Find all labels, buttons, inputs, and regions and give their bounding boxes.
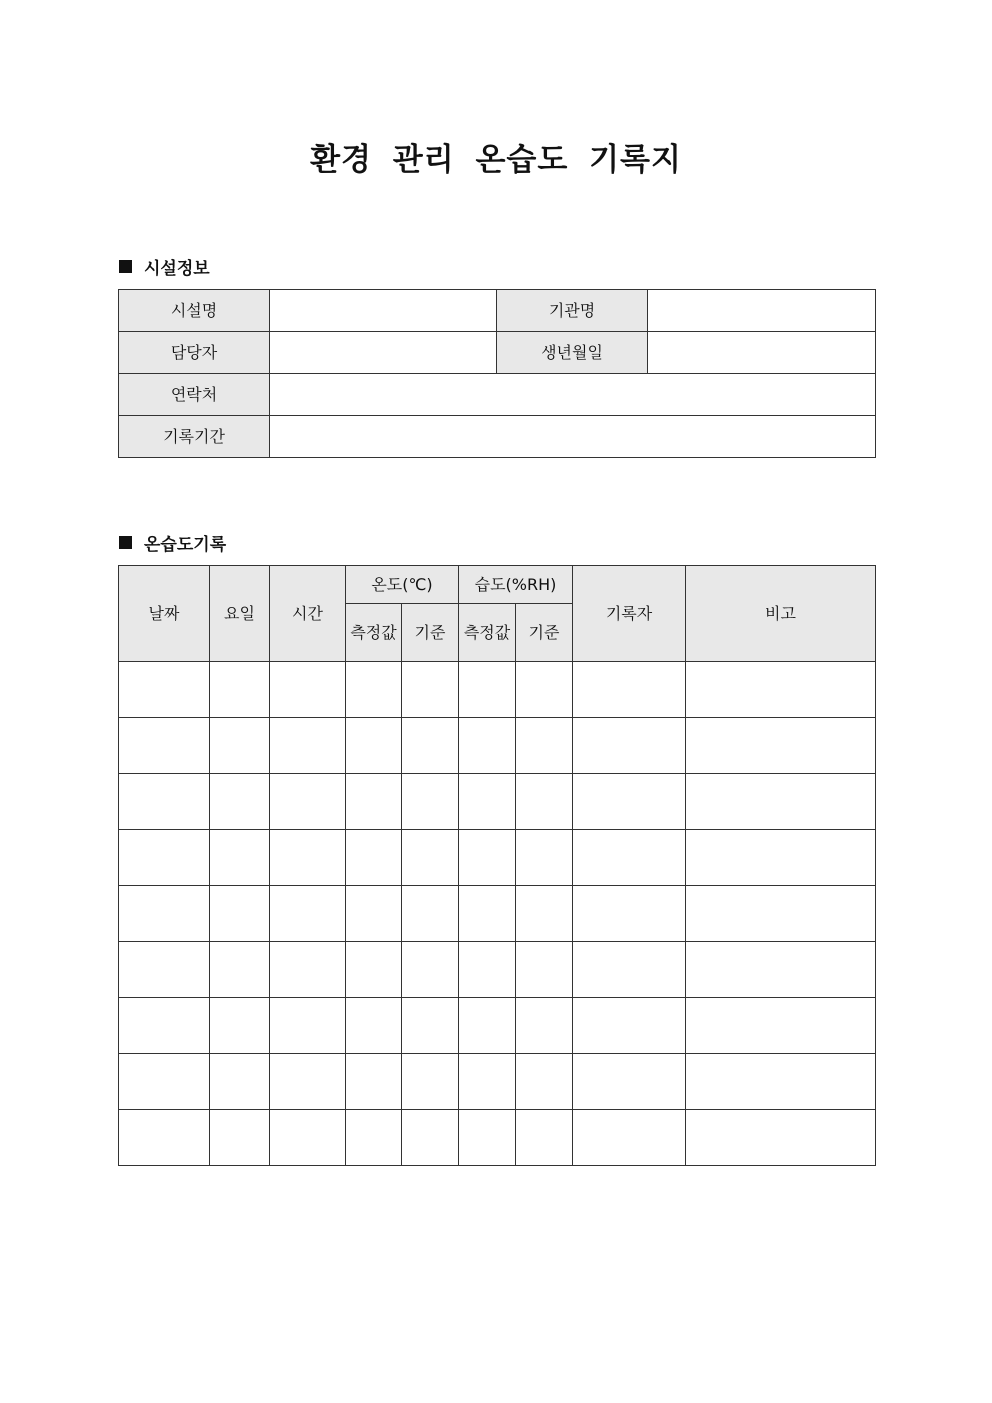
- log-table-body: [119, 662, 876, 1166]
- temperature-standard-cell[interactable]: [402, 1110, 459, 1166]
- temperature-measured-cell[interactable]: [346, 1054, 402, 1110]
- table-row: [119, 1054, 876, 1110]
- humidity-standard-cell[interactable]: [516, 942, 573, 998]
- humidity-column-header: 습도(%RH): [459, 566, 573, 604]
- humidity-measured-cell[interactable]: [459, 1110, 516, 1166]
- date-column-header: 날짜: [119, 566, 210, 662]
- table-row: [119, 998, 876, 1054]
- humidity-measured-cell[interactable]: [459, 886, 516, 942]
- humidity-standard-cell[interactable]: [516, 718, 573, 774]
- remarks-column-header: 비고: [686, 566, 876, 662]
- temperature-standard-cell[interactable]: [402, 998, 459, 1054]
- square-bullet-icon: [119, 536, 132, 549]
- record-period-label: 기록기간: [119, 416, 270, 458]
- time-cell[interactable]: [270, 1110, 346, 1166]
- facility-info-table: [118, 289, 876, 458]
- temperature-standard-cell[interactable]: [402, 1054, 459, 1110]
- humidity-measured-cell[interactable]: [459, 774, 516, 830]
- humidity-standard-cell[interactable]: [516, 830, 573, 886]
- temperature-standard-header: 기준: [402, 604, 459, 662]
- weekday-cell[interactable]: [210, 998, 270, 1054]
- header-row-1: [119, 566, 876, 604]
- manager-row: [119, 332, 876, 374]
- humidity-measured-cell[interactable]: [459, 718, 516, 774]
- square-bullet-icon: [119, 260, 132, 273]
- weekday-cell[interactable]: [210, 1054, 270, 1110]
- weekday-cell[interactable]: [210, 1110, 270, 1166]
- humidity-standard-cell[interactable]: [516, 662, 573, 718]
- date-cell[interactable]: [119, 1110, 210, 1166]
- time-cell[interactable]: [270, 830, 346, 886]
- recorder-cell[interactable]: [573, 1054, 686, 1110]
- weekday-cell[interactable]: [210, 774, 270, 830]
- time-cell[interactable]: [270, 718, 346, 774]
- recorder-cell[interactable]: [573, 830, 686, 886]
- manager-label: 담당자: [119, 332, 270, 374]
- date-cell[interactable]: [119, 1054, 210, 1110]
- time-column-header: 시간: [270, 566, 346, 662]
- table-row: [119, 774, 876, 830]
- time-cell[interactable]: [270, 998, 346, 1054]
- weekday-cell[interactable]: [210, 718, 270, 774]
- date-cell[interactable]: [119, 830, 210, 886]
- time-cell[interactable]: [270, 942, 346, 998]
- time-cell[interactable]: [270, 662, 346, 718]
- contact-field[interactable]: [270, 374, 876, 416]
- facility-name-field[interactable]: [270, 290, 497, 332]
- temperature-standard-cell[interactable]: [402, 774, 459, 830]
- remarks-cell[interactable]: [686, 718, 876, 774]
- contact-row: [119, 374, 876, 416]
- recorder-cell[interactable]: [573, 942, 686, 998]
- weekday-column-header: 요일: [210, 566, 270, 662]
- temperature-measured-header: 측정값: [346, 604, 402, 662]
- facility-row: [119, 290, 876, 332]
- recorder-cell[interactable]: [573, 718, 686, 774]
- humidity-measured-header: 측정값: [459, 604, 516, 662]
- time-cell[interactable]: [270, 1054, 346, 1110]
- humidity-standard-cell[interactable]: [516, 998, 573, 1054]
- date-cell[interactable]: [119, 662, 210, 718]
- weekday-cell[interactable]: [210, 830, 270, 886]
- humidity-measured-cell[interactable]: [459, 1054, 516, 1110]
- remarks-cell[interactable]: [686, 1054, 876, 1110]
- temperature-measured-cell[interactable]: [346, 998, 402, 1054]
- remarks-cell[interactable]: [686, 1110, 876, 1166]
- temperature-measured-cell[interactable]: [346, 718, 402, 774]
- humidity-log-table: [118, 565, 876, 1166]
- temperature-standard-cell[interactable]: [402, 718, 459, 774]
- recorder-cell[interactable]: [573, 774, 686, 830]
- facility-name-label: 시설명: [119, 290, 270, 332]
- facility-section-title: 시설정보: [144, 259, 210, 279]
- record-period-field[interactable]: [270, 416, 876, 458]
- weekday-cell[interactable]: [210, 942, 270, 998]
- time-cell[interactable]: [270, 886, 346, 942]
- remarks-cell[interactable]: [686, 998, 876, 1054]
- humidity-standard-header: 기준: [516, 604, 573, 662]
- remarks-cell[interactable]: [686, 886, 876, 942]
- date-cell[interactable]: [119, 942, 210, 998]
- humidity-measured-cell[interactable]: [459, 662, 516, 718]
- time-cell[interactable]: [270, 774, 346, 830]
- recorder-cell[interactable]: [573, 662, 686, 718]
- table-row: [119, 1110, 876, 1166]
- temperature-standard-cell[interactable]: [402, 830, 459, 886]
- temperature-measured-cell[interactable]: [346, 1110, 402, 1166]
- temperature-measured-cell[interactable]: [346, 662, 402, 718]
- birth-date-field[interactable]: [648, 332, 876, 374]
- humidity-standard-cell[interactable]: [516, 886, 573, 942]
- remarks-cell[interactable]: [686, 774, 876, 830]
- table-row: [119, 718, 876, 774]
- table-row: [119, 830, 876, 886]
- weekday-cell[interactable]: [210, 662, 270, 718]
- contact-label: 연락처: [119, 374, 270, 416]
- temperature-measured-cell[interactable]: [346, 942, 402, 998]
- remarks-cell[interactable]: [686, 830, 876, 886]
- temperature-column-header: 온도(℃): [346, 566, 459, 604]
- temperature-measured-cell[interactable]: [346, 830, 402, 886]
- temperature-standard-cell[interactable]: [402, 886, 459, 942]
- temperature-standard-cell[interactable]: [402, 942, 459, 998]
- date-cell[interactable]: [119, 774, 210, 830]
- recorder-cell[interactable]: [573, 998, 686, 1054]
- institution-name-field[interactable]: [648, 290, 876, 332]
- humidity-standard-cell[interactable]: [516, 774, 573, 830]
- temperature-measured-cell[interactable]: [346, 774, 402, 830]
- humidity-measured-cell[interactable]: [459, 998, 516, 1054]
- table-row: [119, 942, 876, 998]
- facility-section-heading: [119, 254, 210, 279]
- recorder-cell[interactable]: [573, 1110, 686, 1166]
- temperature-standard-cell[interactable]: [402, 662, 459, 718]
- remarks-cell[interactable]: [686, 942, 876, 998]
- record-section-heading: [119, 530, 226, 555]
- humidity-measured-cell[interactable]: [459, 942, 516, 998]
- humidity-standard-cell[interactable]: [516, 1110, 573, 1166]
- table-row: [119, 662, 876, 718]
- temperature-measured-cell[interactable]: [346, 886, 402, 942]
- page-title: 환경 관리 온습도 기록지: [310, 142, 682, 178]
- remarks-cell[interactable]: [686, 662, 876, 718]
- humidity-measured-cell[interactable]: [459, 830, 516, 886]
- record-period-row: [119, 416, 876, 458]
- date-cell[interactable]: [119, 998, 210, 1054]
- birth-date-label: 생년월일: [497, 332, 648, 374]
- weekday-cell[interactable]: [210, 886, 270, 942]
- humidity-standard-cell[interactable]: [516, 1054, 573, 1110]
- recorder-column-header: 기록자: [573, 566, 686, 662]
- manager-field[interactable]: [270, 332, 497, 374]
- date-cell[interactable]: [119, 718, 210, 774]
- record-section-title: 온습도기록: [144, 535, 227, 555]
- recorder-cell[interactable]: [573, 886, 686, 942]
- institution-name-label: 기관명: [497, 290, 648, 332]
- date-cell[interactable]: [119, 886, 210, 942]
- table-row: [119, 886, 876, 942]
